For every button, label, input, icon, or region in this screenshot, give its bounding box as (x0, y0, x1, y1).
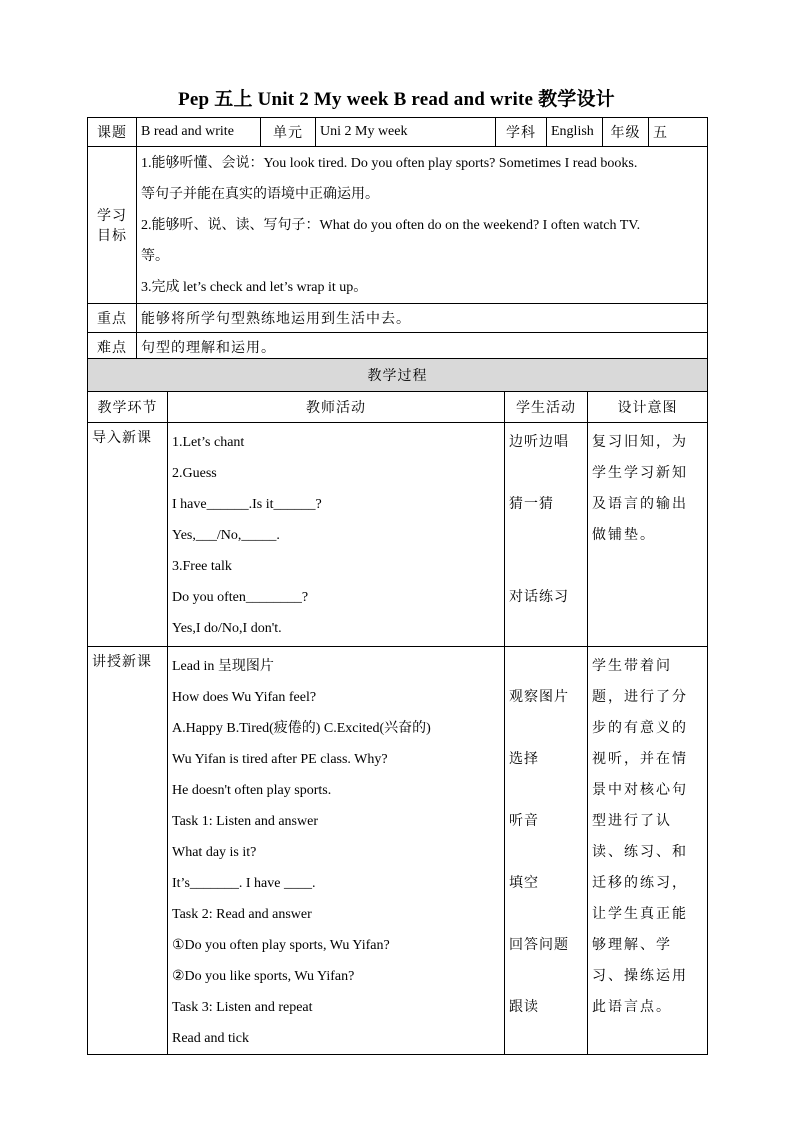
header-purpose: 设计意图 (588, 392, 708, 423)
teacher-line: Lead in 呈现图片 (172, 659, 274, 674)
student-line (509, 613, 583, 644)
topic-label: 课题 (88, 118, 137, 147)
student-line: 回答问题 (509, 937, 569, 953)
info-row-objectives (88, 147, 708, 304)
teacher-line: Wu Yifan is tired after PE class. Why? (172, 752, 388, 767)
teacher-line: Task 1: Listen and answer (172, 814, 318, 829)
difficulty-value: 句型的理解和运用。 (137, 333, 708, 362)
teacher-line: 2.Guess (172, 466, 217, 481)
teacher-line: ②Do you like sports, Wu Yifan? (172, 969, 355, 984)
section-row-intro (88, 423, 708, 647)
student-line: 观察图片 (509, 689, 569, 705)
page-title: Pep 五上 Unit 2 My week B read and write 教学设计 (178, 89, 615, 110)
info-row-key (88, 304, 708, 333)
objectives-label: 学习目标 (88, 147, 137, 304)
teacher-line: 3.Free talk (172, 559, 232, 574)
student-line (509, 520, 583, 551)
student-line (509, 961, 583, 992)
student-line: 对话练习 (509, 589, 569, 605)
teacher-line: Yes,___/No,_____. (172, 528, 280, 543)
subject-label: 学科 (496, 118, 547, 147)
teacher-line: What day is it? (172, 845, 257, 860)
student-line (509, 551, 583, 582)
objective-line: 3.完成 let’s check and let’s wrap it up。 (141, 280, 368, 295)
unit-label: 单元 (261, 118, 316, 147)
stage-new-lesson: 讲授新课 (88, 647, 168, 1055)
student-activities-new-lesson (505, 647, 588, 1055)
objective-line: 等句子并能在真实的语境中正确运用。 (141, 187, 379, 202)
teacher-line: Task 2: Read and answer (172, 907, 312, 922)
teacher-line: How does Wu Yifan feel? (172, 690, 317, 705)
purpose-new-lesson: 学生带着问题，进行了分步的有意义的视听，并在情景中对核心句型进行了认读、练习、和迁移的练习，让学生真正能够理解、学习、操练运用此语言点。 (588, 647, 708, 1055)
header-student: 学生活动 (505, 392, 588, 423)
teacher-line: Yes,I do/No,I don't. (172, 621, 282, 636)
student-line (509, 837, 583, 868)
student-line (509, 899, 583, 930)
student-line: 跟读 (509, 999, 539, 1015)
lesson-info-table (87, 117, 708, 362)
student-line (509, 458, 583, 489)
student-line: 听音 (509, 813, 539, 829)
purpose-intro: 复习旧知，为学生学习新知及语言的输出做铺垫。 (588, 423, 708, 647)
key-label: 重点 (88, 304, 137, 333)
header-stage: 教学环节 (88, 392, 168, 423)
teacher-line: Read and tick (172, 1031, 249, 1046)
student-line: 边听边唱 (509, 434, 569, 450)
student-line: 选择 (509, 751, 539, 767)
teacher-line: He doesn't often play sports. (172, 783, 332, 798)
student-line: 填空 (509, 875, 539, 891)
student-line (509, 775, 583, 806)
topic-value: B read and write (137, 118, 261, 147)
student-line (509, 651, 583, 682)
info-row-topic (88, 118, 708, 147)
process-banner: 教学过程 (88, 359, 708, 392)
teacher-line: ①Do you often play sports, Wu Yifan? (172, 938, 390, 953)
objective-line: 2.能够听、说、读、写句子：What do you often do on the weekend? I often watch TV. (141, 218, 641, 233)
teacher-line: A.Happy B.Tired(疲倦的) C.Excited(兴奋的) (172, 721, 431, 736)
grade-label: 年级 (603, 118, 649, 147)
teacher-activities-intro (168, 423, 505, 647)
stage-intro: 导入新课 (88, 423, 168, 647)
subject-value: English (547, 118, 603, 147)
student-activities-intro (505, 423, 588, 647)
student-line (509, 713, 583, 744)
teacher-line: I have______.Is it______? (172, 497, 322, 512)
teacher-activities-new-lesson (168, 647, 505, 1055)
header-teacher: 教师活动 (168, 392, 505, 423)
teacher-line: Task 3: Listen and repeat (172, 1000, 313, 1015)
objectives-cell (137, 147, 708, 304)
objective-line: 等。 (141, 249, 169, 264)
unit-value: Uni 2 My week (316, 118, 496, 147)
process-header-row (88, 392, 708, 423)
key-value: 能够将所学句型熟练地运用到生活中去。 (137, 304, 708, 333)
teacher-line: It’s_______. I have ____. (172, 876, 316, 891)
student-line: 猜一猜 (509, 496, 554, 512)
grade-value: 五 (649, 118, 708, 147)
teacher-line: Do you often________? (172, 590, 309, 605)
teaching-process-table (87, 358, 708, 1055)
objective-line: 1.能够听懂、会说：You look tired. Do you often play sports? Sometimes I read books. (141, 156, 638, 171)
difficulty-label: 难点 (88, 333, 137, 362)
teacher-line: 1.Let’s chant (172, 435, 245, 450)
student-line (509, 1023, 583, 1054)
section-row-new-lesson (88, 647, 708, 1055)
